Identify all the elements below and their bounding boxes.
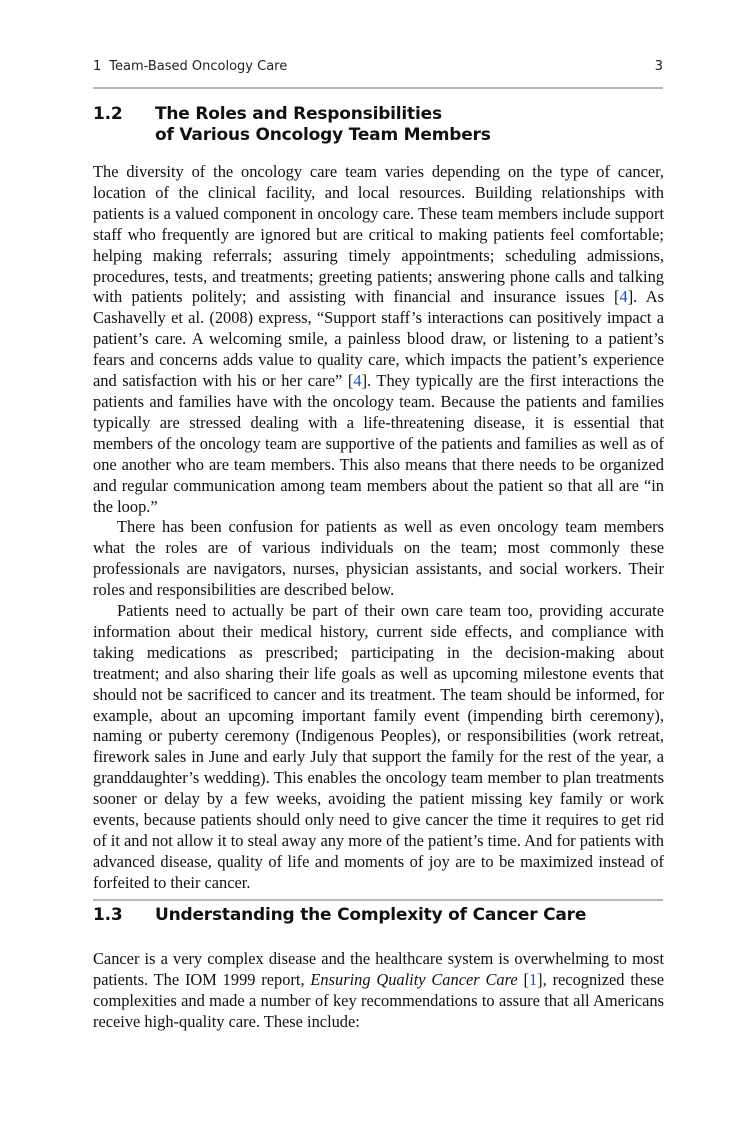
running-head-chapter (93, 59, 287, 74)
section-heading-1-2 (93, 104, 663, 146)
report-title: Ensuring Quality Cancer Care (310, 969, 518, 989)
paragraph-text: Cancer is a very complex disease and the healthcare system is overwhelming to most patients. The IOM 1999 report, (93, 949, 664, 989)
chapter-title: Team-Based Oncology Care (109, 59, 288, 74)
page-number: 3 (654, 59, 663, 74)
section-divider-top (93, 87, 663, 89)
paragraph-text: ]. They typically are the first interactions the patients and families have with the oncology team. Because the patients and families typically are stressed dealing with a life-threatening disease, it is essential that members of the oncology team are supportive of the patients and families as well as of one another who are team members. This also means that there needs to be organized and regular communication among team members about the patient so that all are “in the loop.” (93, 371, 664, 516)
section-1-3-body (93, 949, 664, 1033)
paragraph (93, 949, 664, 1033)
chapter-number: 1 (93, 59, 102, 74)
citation-link[interactable]: 1 (528, 969, 538, 989)
paragraph-text: The diversity of the oncology care team varies depending on the type of cancer, location of the clinical facility, and local resources. Building relationships with patients is a valued component in oncology care. These team members include support staff who frequently are ignored but are critical to making patients feel comfortable; helping making referrals; assuring timely appointments; scheduling admissions, procedures, tests, and treatments; greeting patients; answering phone calls and talking with patients politely; and assisting with financial and insurance issues [ (93, 162, 664, 307)
section-number: 1.2 (93, 104, 123, 124)
section-number: 1.3 (93, 905, 123, 925)
section-title: Understanding the Complexity of Cancer Care (155, 905, 587, 925)
paragraph (93, 162, 664, 517)
paragraph-text: ], recognized these complexities and made a number of key recommendations to assure that all Americans receive high-quality care. These include: (93, 969, 664, 1031)
section-divider (93, 899, 663, 901)
section-title: The Roles and Responsibilities of Various Oncology Team Members (155, 104, 491, 145)
citation-link[interactable]: 4 (353, 371, 362, 391)
running-head (93, 59, 663, 79)
paragraph-text: [ (517, 969, 529, 989)
citation-link[interactable]: 4 (619, 287, 628, 307)
section-1-2-body (93, 162, 664, 894)
paragraph: Patients need to actually be part of their own care team too, providing accurate information about their medical history, current side effects, and compliance with taking medications as prescribed; participating in the decision-making about treatment; and also sharing their life goals as well as upcoming milestone events that should not be sacrificed to cancer and its treatment. The team should be informed, for example, about an upcoming important family event (impending birth ceremony), naming or puberty ceremony (Indigenous Peoples), or responsibilities (work retreat, firework sales in June and early July that support the family for the rest of the year, a granddaughter’s wedding). This enables the oncology team member to plan treatments sooner or delay by a few weeks, avoiding the patient missing key family or work events, because patients should only need to give cancer the time it requires to get rid of it and not allow it to steal away any more of the patient’s time. And for patients with advanced disease, quality of life and moments of joy are to be maximized instead of forfeited to their cancer. (93, 601, 664, 892)
paragraph: There has been confusion for patients as well as even oncology team members what the roles are of various individuals on the team; most commonly these professionals are navigators, nurses, physician assistants, and social workers. Their roles and responsibilities are described below. (93, 517, 664, 600)
section-heading-1-3 (93, 905, 663, 927)
paragraph-text: ]. As Cashavelly et al. (2008) express, “Support staff’s interactions can positively impact a patient’s care. A welcoming smile, a painless blood draw, or listening to a patient’s fears and concerns adds value to quality care, which impacts the patient’s experience and satisfaction with his or her care” [ (93, 287, 664, 391)
